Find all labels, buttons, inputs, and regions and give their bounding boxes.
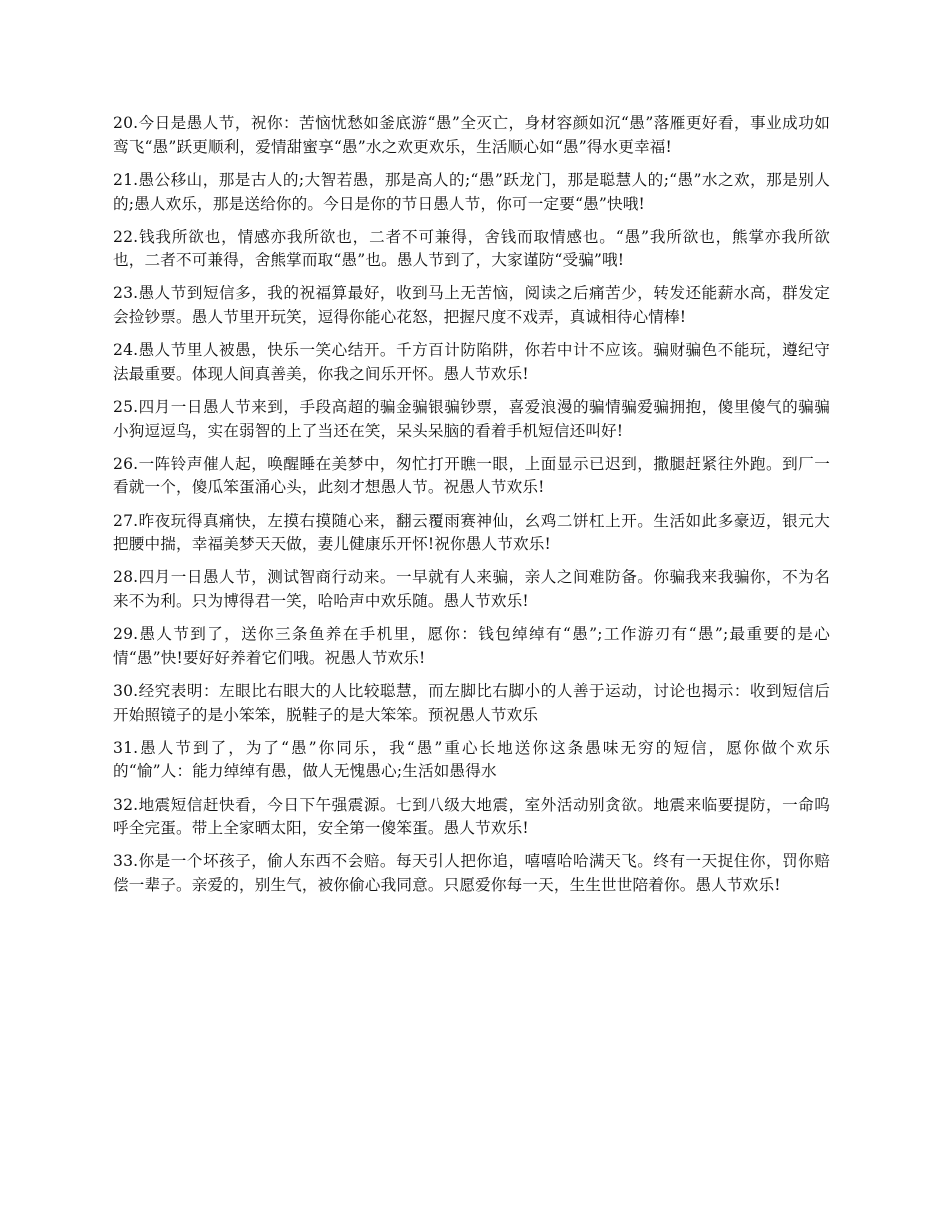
- paragraph-30: 30.经究表明：左眼比右眼大的人比较聪慧，而左脚比右脚小的人善于运动，讨论也揭示：收到短信后开始照镜子的是小笨笨，脱鞋子的是大笨笨。预祝愚人节欢乐: [113, 681, 830, 724]
- paragraph-21: 21.愚公移山，那是古人的;大智若愚，那是高人的;“愚”跃龙门，那是聪慧人的;“愚”水之欢，那是别人的;愚人欢乐，那是送给你的。今日是你的节日愚人节，你可一定要“愚”快哦!: [113, 170, 830, 213]
- paragraph-22: 22.钱我所欲也，情感亦我所欲也，二者不可兼得，舍钱而取情感也。“愚”我所欲也，熊掌亦我所欲也，二者不可兼得，舍熊掌而取“愚”也。愚人节到了，大家谨防“受骗”哦!: [113, 227, 830, 270]
- paragraph-24: 24.愚人节里人被愚，快乐一笑心结开。千方百计防陷阱，你若中计不应该。骗财骗色不能玩，遵纪守法最重要。体现人间真善美，你我之间乐开怀。愚人节欢乐!: [113, 341, 830, 383]
- paragraph-29: 29.愚人节到了，送你三条鱼养在手机里，愿你：钱包绰绰有“愚”;工作游刃有“愚”;最重要的是心情“愚”快!要好好养着它们哦。祝愚人节欢乐!: [113, 625, 830, 667]
- paragraph-26: 26.一阵铃声催人起，唤醒睡在美梦中，匆忙打开瞧一眼，上面显示已迟到，撒腿赶紧往外跑。到厂一看就一个，傻瓜笨蛋涌心头，此刻才想愚人节。祝愚人节欢乐!: [113, 454, 830, 497]
- paragraph-27: 27.昨夜玩得真痛快，左摸右摸随心来，翻云覆雨赛神仙，幺鸡二饼杠上开。生活如此多豪迈，银元大把腰中揣，幸福美梦天天做，妻儿健康乐开怀!祝你愚人节欢乐!: [113, 511, 830, 554]
- paragraph-25: 25.四月一日愚人节来到，手段高超的骗金骗银骗钞票，喜爱浪漫的骗情骗爱骗拥抱，傻里傻气的骗骗小狗逗逗鸟，实在弱智的上了当还在笑，呆头呆脑的看着手机短信还叫好!: [113, 397, 830, 440]
- paragraph-20: 20.今日是愚人节，祝你：苦恼忧愁如釜底游“愚”全灭亡，身材容颜如沉“愚”落雁更好看，事业成功如鸾飞“愚”跃更顺利，爱情甜蜜享“愚”水之欢更欢乐，生活顺心如“愚”得水更幸福!: [113, 114, 830, 156]
- paragraph-32: 32.地震短信赶快看，今日下午强震源。七到八级大地震，室外活动别贪欲。地震来临要提防，一命呜呼全完蛋。带上全家晒太阳，安全第一傻笨蛋。愚人节欢乐!: [113, 795, 830, 838]
- paragraph-28: 28.四月一日愚人节，测试智商行动来。一早就有人来骗，亲人之间难防备。你骗我来我骗你，不为名来不为利。只为博得君一笑，哈哈声中欢乐随。愚人节欢乐!: [113, 568, 830, 611]
- paragraph-33: 33.你是一个坏孩子，偷人东西不会赔。每天引人把你追，嘻嘻哈哈满天飞。终有一天捉住你，罚你赔偿一辈子。亲爱的，别生气，被你偷心我同意。只愿爱你每一天，生生世世陪着你。愚人节欢乐!: [113, 852, 830, 895]
- paragraph-23: 23.愚人节到短信多，我的祝福算最好，收到马上无苦恼，阅读之后痛苦少，转发还能薪水高，群发定会捡钞票。愚人节里开玩笑，逗得你能心花怒，把握尺度不戏弄，真诚相待心情棒!: [113, 284, 830, 327]
- paragraph-31: 31.愚人节到了，为了“愚”你同乐，我“愚”重心长地送你这条愚味无穷的短信，愿你做个欢乐的“愉”人：能力绰绰有愚，做人无愧愚心;生活如愚得水: [113, 738, 830, 781]
- document-page: [113, 112, 830, 907]
